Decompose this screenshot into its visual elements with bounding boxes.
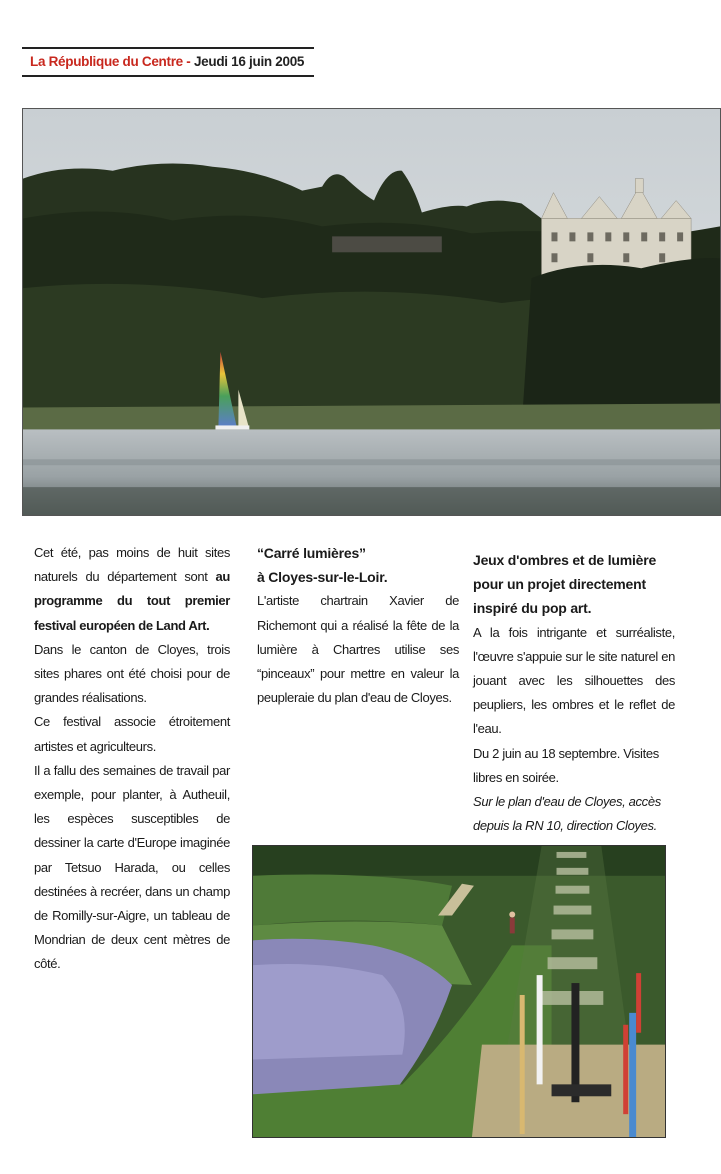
publication-date: Jeudi 16 juin 2005 bbox=[193, 54, 305, 69]
lake-chateau-photo bbox=[22, 108, 721, 516]
intro-bold-text: au programme du tout premier festival européen de Land Art. bbox=[34, 569, 230, 633]
article-column-2 bbox=[257, 541, 459, 710]
masthead-separator: - bbox=[182, 54, 194, 69]
article-column-3 bbox=[473, 548, 675, 838]
field-installation-photo bbox=[252, 845, 666, 1138]
lake-chateau-illustration bbox=[23, 109, 720, 515]
article-column-1 bbox=[34, 541, 230, 977]
dates-paragraph: Du 2 juin au 18 septembre. Visites libres en soirée. bbox=[473, 745, 659, 785]
festival-paragraph: Ce festival associe étroitement artistes et agriculteurs. bbox=[34, 714, 230, 754]
intro-paragraph bbox=[34, 541, 230, 638]
section-title-line-2: à Cloyes-sur-le-Loir. bbox=[257, 569, 388, 586]
artwork-paragraph: A la fois intrigante et surréaliste, l'œuvre s'appuie sur le site naturel en jouant avec les silhouettes des peupliers, les ombres et le reflet de l'eau. bbox=[473, 624, 675, 737]
artist-paragraph: L'artiste chartrain Xavier de Richemont qui a réalisé la fête de la lumière à Chartres utilise ses “pinceaux” pour mettre en valeur la peupleraie du plan d'eau de Cloyes. bbox=[257, 593, 459, 706]
section-title-line-1: “Carré lumières” bbox=[257, 545, 366, 561]
access-paragraph: Sur le plan d'eau de Cloyes, accès depuis la RN 10, direction Cloyes. bbox=[473, 794, 661, 834]
intro-text: Cet été, pas moins de huit sites naturels du département sont bbox=[34, 545, 230, 585]
field-installation-illustration bbox=[253, 846, 665, 1137]
pop-art-heading: Jeux d'ombres et de lumière pour un projet directement inspiré du pop art. bbox=[473, 552, 657, 617]
work-paragraph: Il a fallu des semaines de travail par exemple, pour planter, à Autheuil, les espèces susceptibles de dessiner la carte d'Europe imaginée par Tetsuo Harada, ou celles destinées à recréer, dans un champ de Romilly-sur-Aigre, un tableau de Mondrian de deux cent mètres de côté. bbox=[34, 762, 230, 972]
masthead bbox=[22, 47, 314, 77]
newspaper-name: La République du Centre bbox=[30, 54, 183, 69]
canton-paragraph: Dans le canton de Cloyes, trois sites phares ont été choisi pour de grandes réalisations. bbox=[34, 641, 230, 706]
